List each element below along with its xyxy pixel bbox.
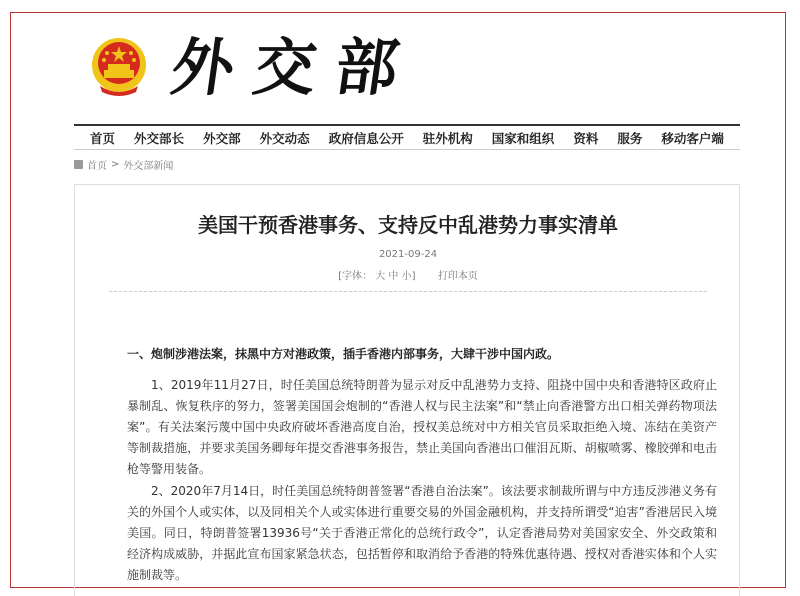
font-small-link[interactable]: 小: [401, 271, 412, 282]
nav-item-services[interactable]: 服务: [617, 130, 643, 146]
national-emblem-icon: [90, 36, 148, 98]
nav-item-resources[interactable]: 资料: [573, 130, 599, 146]
print-link[interactable]: 打印本页: [437, 271, 478, 282]
article-date: 2021-09-24: [378, 249, 438, 260]
nav-item-gov-info[interactable]: 政府信息公开: [328, 130, 404, 146]
nav-item-diplomatic-news[interactable]: 外交动态: [259, 130, 310, 146]
breadcrumb-current[interactable]: 外交部新闻: [123, 161, 174, 172]
article-paragraph: 1、2019年11月27日，时任美国总统特朗普为显示对反中乱港势力支持、阻挠中国中央和香港特区政府止暴制乱、恢复秩序的努力，签署美国国会炮制的“香港人权与民主法案”和“禁止向香港警方出口相关弹药物项法案”。有关法案污蔑中国中央政府破坏香港高度自治，授权美总统对中方相关官员采取拒绝入境、冻结在美资产等制裁措施，并要求美国务卿每年提交香港事务报告，禁止美国向香港出口催泪瓦斯、胡椒喷雾、橡胶弹和电击枪等警用装备。: [127, 378, 717, 476]
article-title: 美国干预香港事务、支持反中乱港势力事实清单: [198, 213, 618, 237]
breadcrumb-separator: >: [111, 159, 120, 170]
font-size-close: ]: [411, 271, 416, 282]
font-size-label: [字体：: [338, 271, 373, 282]
nav-item-minister[interactable]: 外交部长: [134, 130, 185, 146]
nav-item-ministry[interactable]: 外交部: [203, 130, 241, 146]
site-logo-text[interactable]: 外交部: [166, 31, 424, 104]
font-medium-link[interactable]: 中: [388, 271, 399, 282]
section-heading: 一、炮制涉港法案，抹黑中方对港政策，插手香港内部事务，大肆干涉中国内政。: [127, 347, 560, 361]
breadcrumb-home[interactable]: 首页: [87, 161, 107, 172]
main-nav: [74, 124, 740, 150]
nav-item-countries[interactable]: 国家和组织: [491, 130, 555, 146]
nav-item-mobile[interactable]: 移动客户端: [661, 130, 724, 146]
divider: [109, 291, 707, 292]
breadcrumb: [74, 157, 173, 172]
nav-item-home[interactable]: 首页: [90, 130, 116, 146]
font-large-link[interactable]: 大: [375, 271, 386, 282]
nav-item-missions[interactable]: 驻外机构: [422, 130, 473, 146]
home-icon: [74, 160, 83, 169]
article-tools: [75, 267, 741, 282]
article-card: [74, 184, 740, 596]
article-paragraph: 2、2020年7月14日，时任美国总统特朗普签署“香港自治法案”。该法要求制裁所谓与中方违反涉港义务有关的外国个人或实体，以及同相关个人或实体进行重要交易的外国金融机构，并支持所谓受“迫害”香港居民入境美国。同日，特朗普签署13936号“关于香港正常化的总统行政令”，认定香港局势对美国家安全、外交政策和经济构成威胁，并据此宣布国家紧急状态，包括暂停和取消给予香港的特殊优惠待遇、授权对香港实体和个人实施制裁等。: [127, 484, 717, 582]
